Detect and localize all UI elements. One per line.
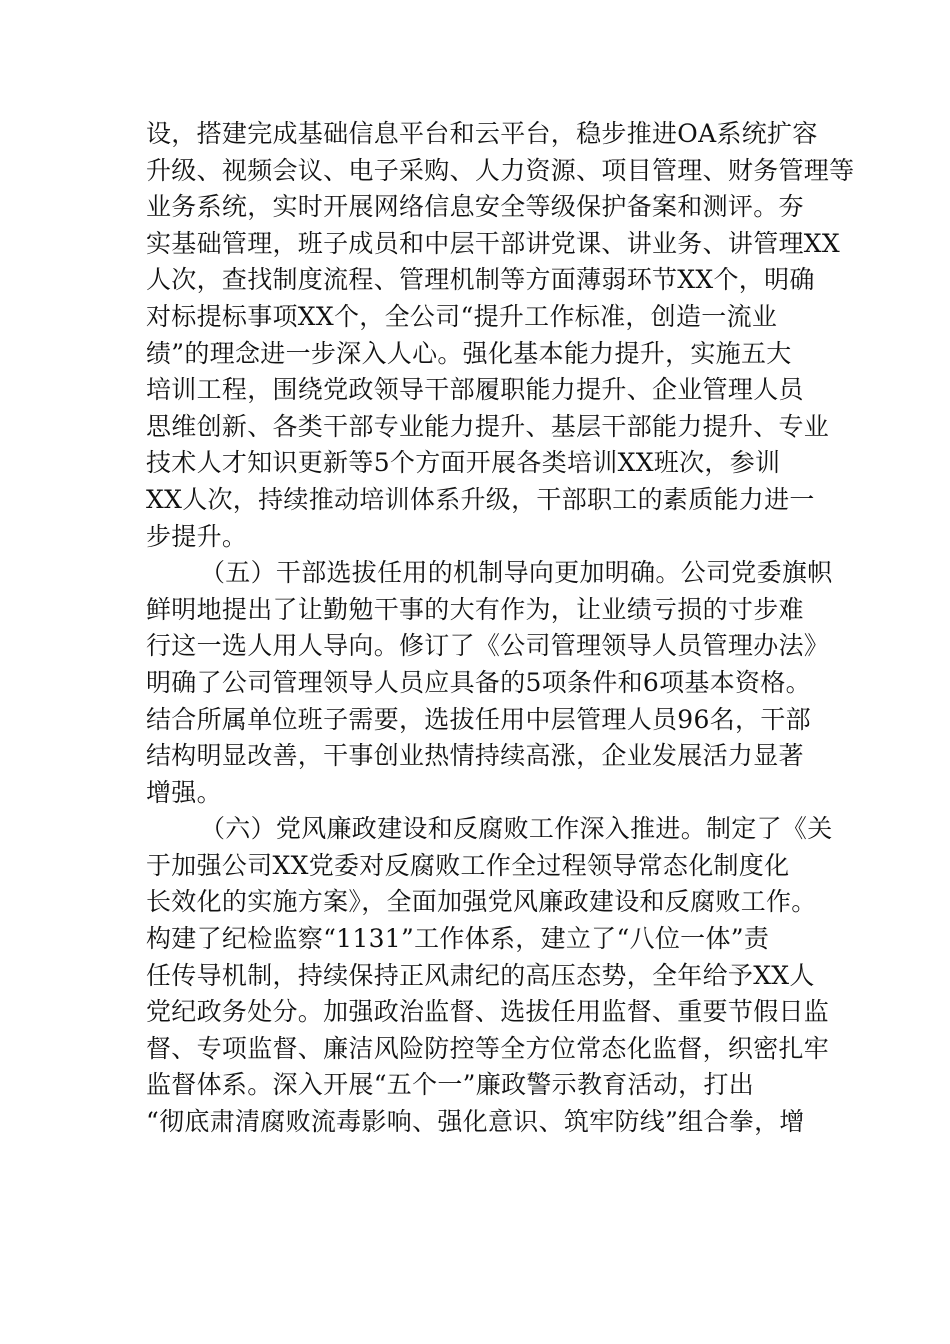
text-line: 培训工程，围绕党政领导干部履职能力提升、企业管理人员 — [146, 375, 804, 405]
text-line: （五）干部选拔任用的机制导向更加明确。公司党委旗帜 — [200, 558, 833, 588]
text-line: 于加强公司XX党委对反腐败工作全过程领导常态化制度化 — [146, 850, 790, 880]
text-line: 督、专项监督、廉洁风险防控等全方位常态化监督，织密扎牢 — [146, 1033, 830, 1063]
text-line: 结合所属单位班子需要，选拔任用中层管理人员96名，干部 — [146, 704, 811, 734]
text-line: （六）党风廉政建设和反腐败工作深入推进。制定了《关 — [200, 814, 833, 844]
text-line: 党纪政务处分。加强政治监督、选拔任用监督、重要节假日监 — [146, 997, 830, 1027]
text-line: 长效化的实施方案》，全面加强党风廉政建设和反腐败工作。 — [146, 887, 817, 917]
text-line: 监督体系。深入开展“五个一”廉政警示教育活动，打出 — [146, 1070, 755, 1100]
text-line: 思维创新、各类干部专业能力提升、基层干部能力提升、专业 — [146, 411, 830, 441]
paragraph-1 — [146, 116, 855, 555]
text-line: 升级、视频会议、电子采购、人力资源、项目管理、财务管理等 — [146, 155, 855, 185]
text-line: 增强。 — [146, 777, 222, 807]
text-line: 明确了公司管理领导人员应具备的5项条件和6项基本资格。 — [146, 667, 811, 697]
text-line: 结构明显改善，干事创业热情持续高涨，企业发展活力显著 — [146, 741, 804, 771]
paragraph-2 — [146, 555, 833, 811]
text-line: 绩”的理念进一步深入人心。强化基本能力提升，实施五大 — [146, 338, 792, 368]
paragraph-3 — [146, 811, 833, 1140]
text-line: 步提升。 — [146, 521, 248, 551]
text-line: 人次，查找制度流程、管理机制等方面薄弱环节XX个，明确 — [146, 265, 815, 295]
document-page — [146, 116, 855, 1141]
text-line: XX人次，持续推动培训体系升级，干部职工的素质能力进一 — [146, 484, 815, 514]
text-line: 鲜明地提出了让勤勉干事的大有作为，让业绩亏损的寸步难 — [146, 594, 804, 624]
text-line: 行这一选人用人导向。修订了《公司管理领导人员管理办法》 — [146, 631, 830, 661]
text-line: 实基础管理，班子成员和中层干部讲党课、讲业务、讲管理XX — [146, 228, 840, 258]
text-line: 设，搭建完成基础信息平台和云平台，稳步推进OA系统扩容 — [146, 119, 818, 148]
text-line: 对标提标事项XX个，全公司“提升工作标准，创造一流业 — [146, 301, 778, 331]
text-line: 业务系统，实时开展网络信息安全等级保护备案和测评。夯 — [146, 192, 804, 222]
text-line: “彻底肃清腐败流毒影响、强化意识、筑牢防线”组合拳，增 — [146, 1107, 805, 1137]
text-line: 技术人才知识更新等5个方面开展各类培训XX班次，参训 — [146, 448, 781, 478]
text-line: 任传导机制，持续保持正风肃纪的高压态势，全年给予XX人 — [146, 960, 815, 990]
text-line: 构建了纪检监察“1131”工作体系，建立了“八位一体”责 — [146, 924, 770, 954]
